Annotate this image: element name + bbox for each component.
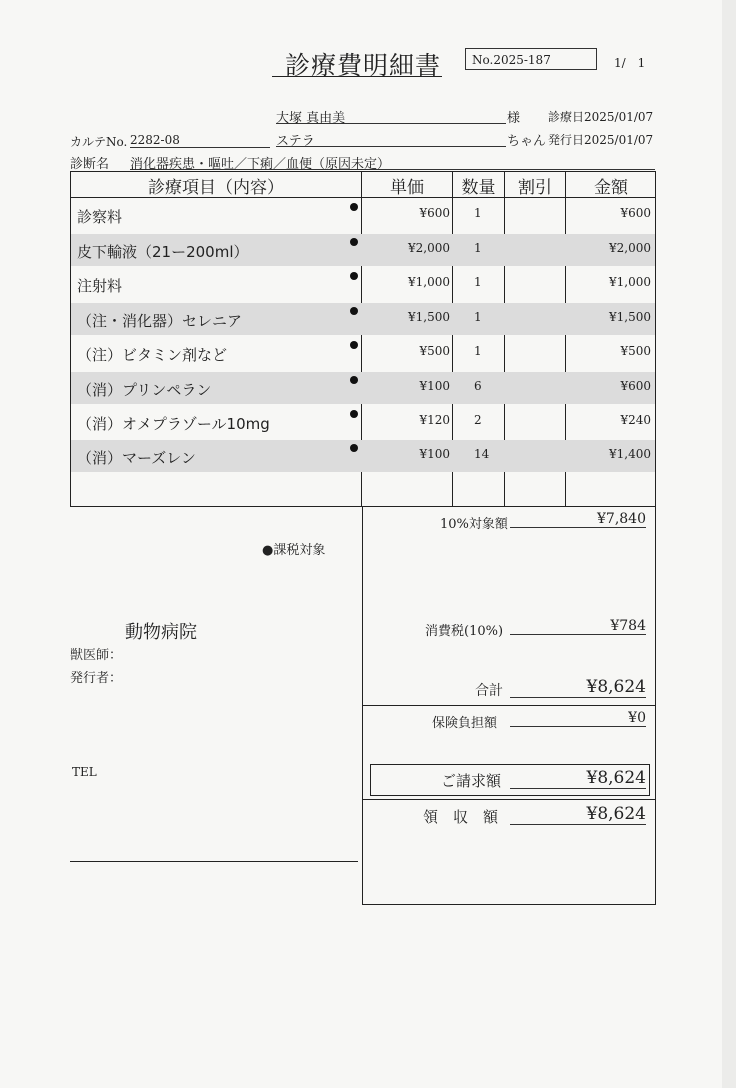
item-amount: ¥1,000 [609, 275, 651, 289]
owner-name-field [276, 107, 506, 124]
item-qty: 1 [474, 275, 482, 289]
item-qty: 14 [474, 447, 490, 461]
chart-no-label: カルテNo. [70, 135, 128, 149]
summary-box [362, 507, 656, 705]
page-number: 1/ 1 [614, 56, 646, 70]
item-price: ¥1,000 [408, 275, 450, 289]
item-qty: 1 [474, 206, 482, 220]
signature-line [70, 861, 358, 862]
table-row [71, 199, 655, 231]
chart-no-value: 2282-08 [130, 133, 180, 147]
item-qty: 6 [474, 379, 482, 393]
item-name: 診察料 [77, 208, 123, 226]
item-qty: 1 [474, 344, 482, 358]
item-amount: ¥1,400 [609, 447, 651, 461]
total-label: 合計 [475, 683, 503, 699]
item-price: ¥120 [419, 413, 450, 427]
pet-suffix: ちゃん [507, 134, 547, 149]
title-underline [272, 76, 442, 77]
item-price: ¥100 [419, 447, 450, 461]
table-row [71, 406, 655, 438]
tax-note: ●課税対象 [262, 543, 326, 558]
taxable-label: 10%対象額 [440, 517, 508, 532]
clinic-name: 動物病院 [125, 622, 197, 643]
taxable-dot-icon [350, 444, 358, 452]
item-amount: ¥240 [620, 413, 651, 427]
billed-value: ¥8,624 [510, 768, 646, 789]
owner-suffix: 様 [507, 111, 521, 126]
vet-label: 獣医師： [70, 648, 123, 663]
table-row [71, 337, 655, 369]
item-amount: ¥600 [620, 379, 651, 393]
item-amount: ¥1,500 [609, 310, 651, 324]
document-number: No.2025-187 [465, 48, 597, 70]
col-header-discount: 割引 [518, 178, 552, 198]
taxable-dot-icon [350, 307, 358, 315]
taxable-dot-icon [350, 203, 358, 211]
issuer-label: 発行者： [70, 671, 123, 686]
col-header-amount: 金額 [594, 178, 628, 198]
item-price: ¥600 [419, 206, 450, 220]
taxable-dot-icon [350, 341, 358, 349]
item-name: 皮下輸液（21ー200ml） [77, 243, 249, 261]
item-amount: ¥600 [620, 206, 651, 220]
received-value: ¥8,624 [510, 804, 646, 825]
table-row [71, 234, 655, 266]
billed-label: ご請求額 [441, 772, 502, 790]
item-amount: ¥500 [620, 344, 651, 358]
visit-date: 診療日2025/01/07 [548, 110, 654, 124]
document-title: 診療費明細書 [285, 51, 442, 80]
item-qty: 1 [474, 241, 482, 255]
table-row [71, 440, 655, 472]
table-row [71, 372, 655, 404]
diagnosis-field [130, 153, 655, 170]
table-row [71, 268, 655, 300]
taxable-dot-icon [350, 238, 358, 246]
item-name: （消）プリンペラン [77, 381, 212, 399]
item-name: （注・消化器）セレニア [77, 312, 243, 330]
item-price: ¥500 [419, 344, 450, 358]
total-value: ¥8,624 [510, 677, 646, 698]
item-name: （消）マーズレン [77, 449, 196, 467]
item-name: （注）ビタミン剤など [77, 346, 228, 364]
item-price: ¥2,000 [408, 241, 450, 255]
item-amount: ¥2,000 [609, 241, 651, 255]
item-price: ¥1,500 [408, 310, 450, 324]
item-name: （消）オメプラゾール10mg [77, 415, 270, 433]
pet-name: ステラ [276, 134, 315, 149]
col-header-qty: 数量 [461, 178, 496, 198]
insurance-label: 保険負担額 [432, 716, 498, 731]
col-header-item: 診療項目（内容） [148, 178, 284, 198]
taxable-dot-icon [350, 410, 358, 418]
tel-label: TEL [72, 765, 97, 779]
page-edge [722, 0, 736, 1088]
diagnosis-label: 診断名 [70, 157, 110, 172]
owner-name: 大塚 真由美 [276, 111, 346, 126]
item-qty: 1 [474, 310, 482, 324]
table-row [71, 303, 655, 335]
taxable-value: ¥7,840 [510, 511, 646, 528]
pet-name-field [276, 130, 506, 147]
received-divider [362, 799, 656, 800]
received-label: 領 収 額 [423, 808, 499, 826]
item-price: ¥100 [419, 379, 450, 393]
taxable-dot-icon [350, 376, 358, 384]
item-qty: 2 [474, 413, 482, 427]
issue-date: 発行日2025/01/07 [548, 133, 654, 147]
insurance-value: ¥0 [510, 710, 646, 727]
diagnosis-value: 消化器疾患・嘔吐／下痢／血便（原因未定） [130, 157, 391, 172]
tax-value: ¥784 [510, 618, 646, 635]
tax-label: 消費税(10%) [425, 624, 504, 639]
chart-no-field [130, 133, 270, 148]
taxable-dot-icon [350, 272, 358, 280]
col-header-price: 単価 [390, 178, 424, 198]
item-name: 注射料 [77, 277, 123, 295]
